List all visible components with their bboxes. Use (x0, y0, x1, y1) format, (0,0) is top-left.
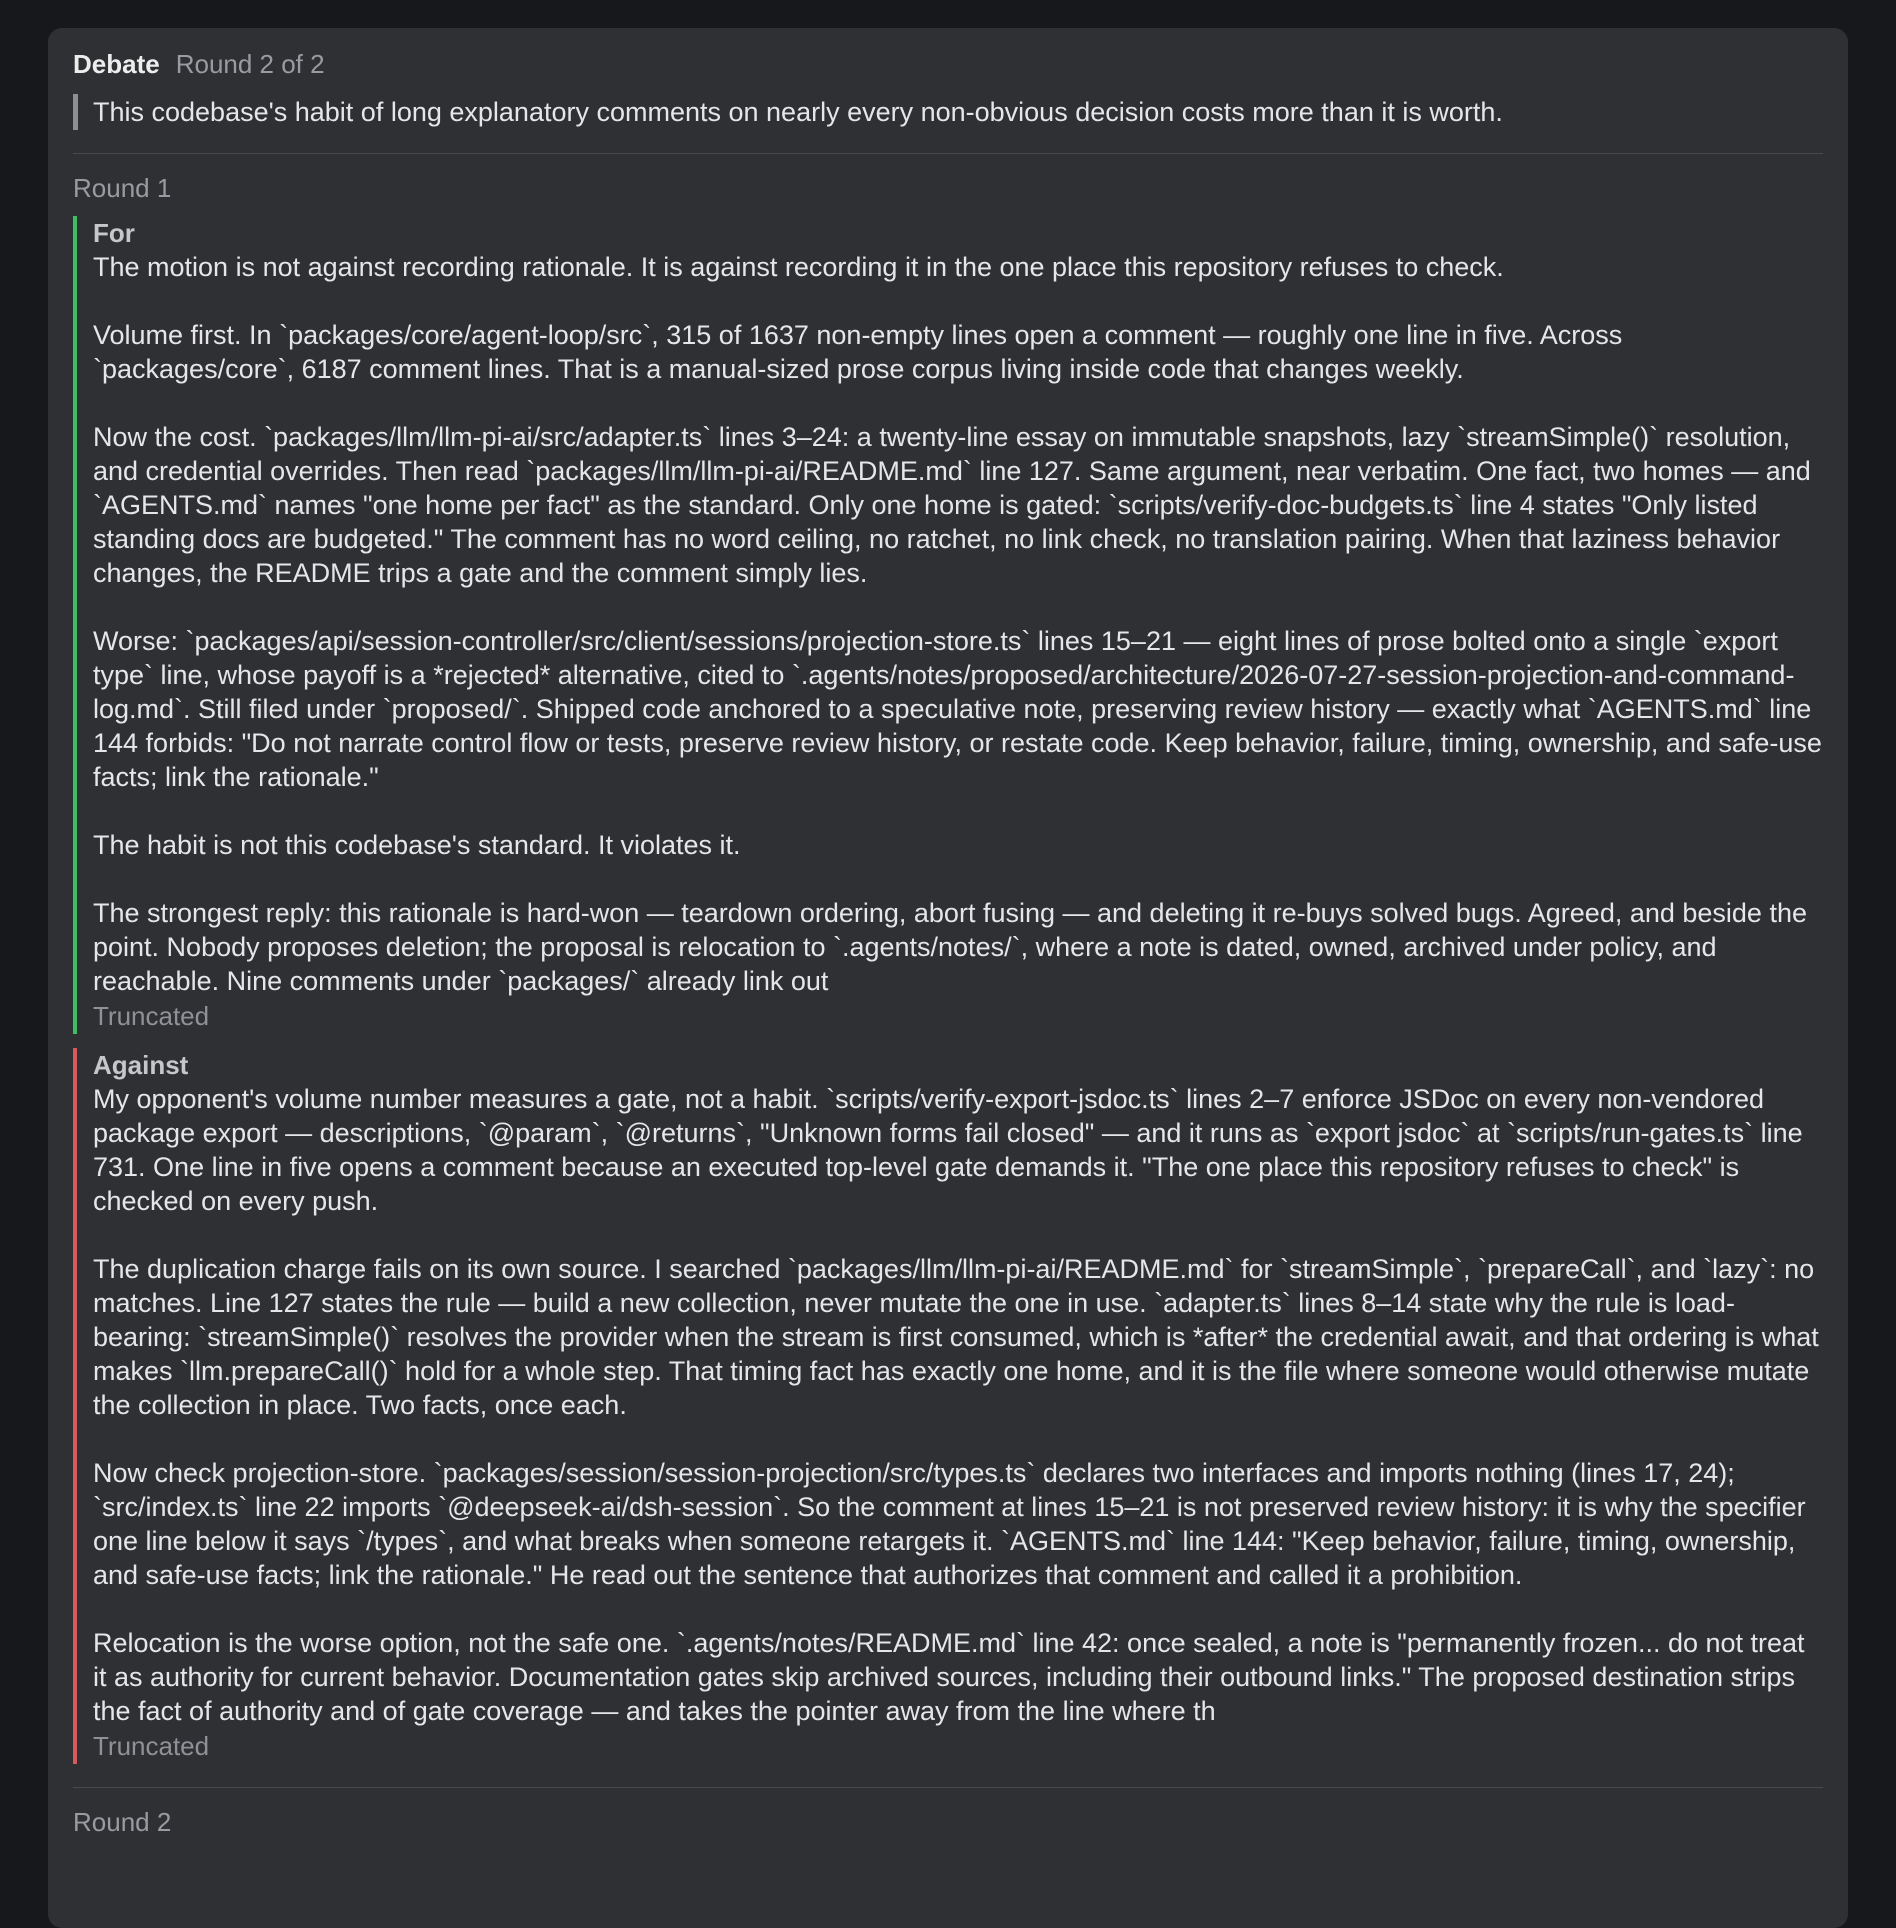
speech-paragraph: Worse: `packages/api/session-controller/src/client/sessions/projection-store.ts` lines 15–21 — eight lines of prose bolted onto a single `export type` line, whose payoff is a *rejected* alternative, cited to `.agents/notes/proposed/architecture/2026-07-27-session-projection-and-command-log.md`. Still filed under `proposed/`. Shipped code anchored to a speculative note, preserving review history — exactly what `AGENTS.md` line 144 forbids: "Do not narrate control flow or tests, preserve review history, or restate code. Keep behavior, failure, timing, ownership, and safe-use facts; link the rationale." (93, 626, 1822, 792)
debate-header (73, 46, 1823, 82)
truncated-label: Truncated (93, 1731, 210, 1761)
divider (73, 1787, 1823, 1788)
side-label-against: Against (93, 1050, 189, 1080)
speech-paragraph: Now the cost. `packages/llm/llm-pi-ai/src/adapter.ts` lines 3–24: a twenty-line essay on immutable snapshots, lazy `streamSimple()` resolution, and credential overrides. Then read `packages/llm/llm-pi-ai/README.md` line 127. Same argument, near verbatim. One fact, two homes — and `AGENTS.md` names "one home per fact" as the standard. Only one home is gated: `scripts/verify-doc-budgets.ts` line 4 states "Only listed standing docs are budgeted." The comment has no word ceiling, no ratchet, no link check, no translation pairing. When that laziness behavior changes, the README trips a gate and the comment simply lies. (93, 422, 1811, 588)
speech-paragraph: The duplication charge fails on its own source. I searched `packages/llm/llm-pi-ai/README.md` for `streamSimple`, `prepareCall`, and `lazy`: no matches. Line 127 states the rule — build a new collection, never mutate the one in use. `adapter.ts` lines 8–14 state why the rule is load-bearing: `streamSimple()` resolves the provider when the stream is first consumed, which is *after* the credential await, and that ordering is what makes `llm.prepareCall()` hold for a whole step. That timing fact has exactly one home, and it is the file where someone would otherwise mutate the collection in place. Two facts, once each. (93, 1254, 1819, 1420)
speech-for (73, 216, 1823, 1034)
speech-paragraph: Volume first. In `packages/core/agent-loop/src`, 315 of 1637 non-empty lines open a comment — roughly one line in five. Across `packages/core`, 6187 comment lines. That is a manual-sized prose corpus living inside code that changes weekly. (93, 320, 1623, 384)
speech-paragraph: Now check projection-store. `packages/session/session-projection/src/types.ts` declares two interfaces and imports nothing (lines 17, 24); `src/index.ts` line 22 imports `@deepseek-ai/dsh-session`. So the comment at lines 15–21 is not preserved review history: it is why the specifier one line below it says `/types`, and what breaks when someone retargets it. `AGENTS.md` line 144: "Keep behavior, failure, timing, ownership, and safe-use facts; link the rationale." He read out the sentence that authorizes that comment and called it a prohibition. (93, 1458, 1806, 1590)
truncated-label: Truncated (93, 1001, 210, 1031)
debate-panel (48, 28, 1848, 1928)
motion-quote: This codebase's habit of long explanatory comments on nearly every non-obvious decision costs more than it is worth. (73, 94, 1823, 130)
debate-title: Debate (73, 49, 160, 79)
speech-paragraph: The habit is not this codebase's standard. It violates it. (93, 830, 741, 860)
side-label-for: For (93, 218, 135, 248)
speech-paragraph: My opponent's volume number measures a gate, not a habit. `scripts/verify-export-jsdoc.ts` lines 2–7 enforce JSDoc on every non-vendored package export — descriptions, `@param`, `@returns`, "Unknown forms fail closed" — and it runs as `export jsdoc` at `scripts/run-gates.ts` line 731. One line in five opens a comment because an executed top-level gate demands it. "The one place this repository refuses to check" is checked on every push. (93, 1084, 1803, 1216)
speech-paragraph: The strongest reply: this rationale is hard-won — teardown ordering, abort fusing — and deleting it re-buys solved bugs. Agreed, and beside the point. Nobody proposes deletion; the proposal is relocation to `.agents/notes/`, where a note is dated, owned, archived under policy, and reachable. Nine comments under `packages/` already link out (93, 898, 1807, 996)
divider (73, 153, 1823, 154)
round-indicator: Round 2 of 2 (175, 49, 325, 79)
speech-against (73, 1048, 1823, 1764)
speech-paragraph: Relocation is the worse option, not the safe one. `.agents/notes/README.md` line 42: once sealed, a note is "permanently frozen... do not treat it as authority for current behavior. Documentation gates skip archived sources, including their outbound links." The proposed destination strips the fact of authority and of gate coverage — and takes the pointer away from the line where th (93, 1628, 1805, 1726)
round-label-1: Round 1 (73, 173, 172, 203)
speech-paragraph: The motion is not against recording rationale. It is against recording it in the one place this repository refuses to check. (93, 252, 1504, 282)
round-label-2: Round 2 (73, 1807, 172, 1837)
